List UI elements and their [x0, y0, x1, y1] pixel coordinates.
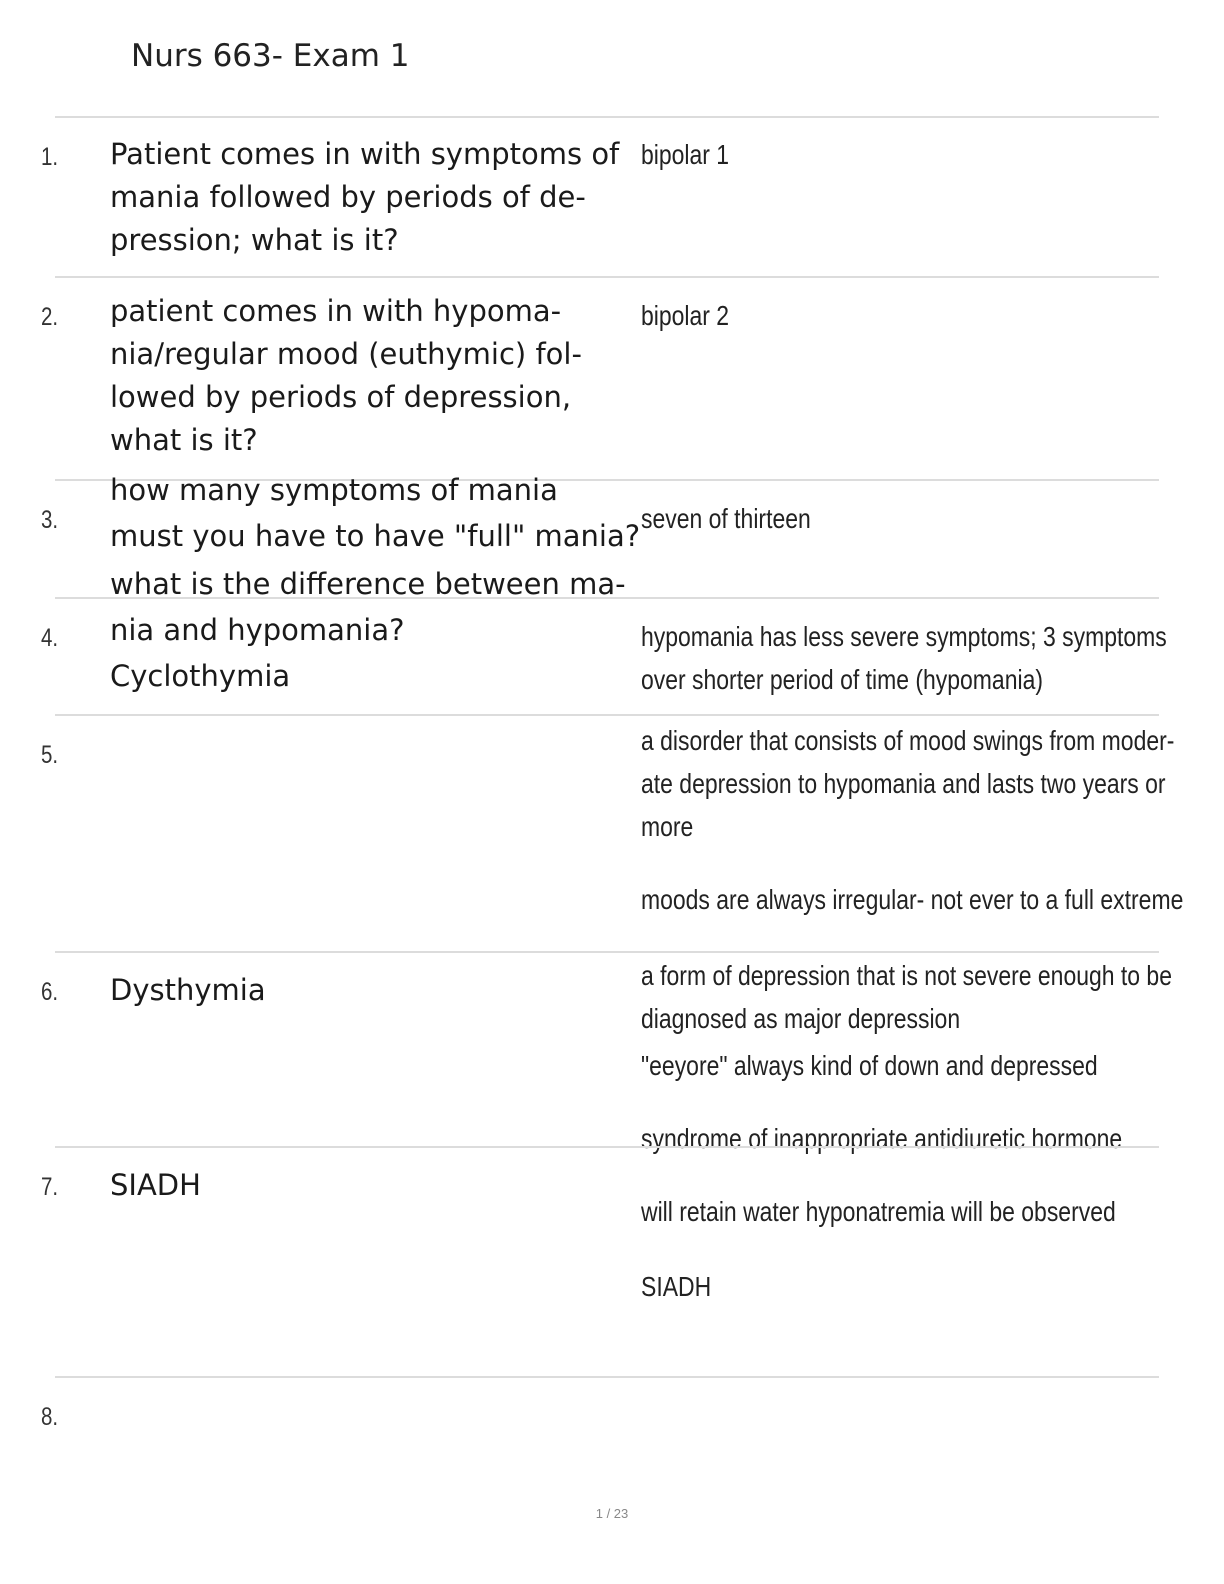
answer-line: a disorder that consists of mood swings from moder- — [641, 725, 1175, 756]
answer-line: diagnosed as major depression — [641, 1003, 961, 1034]
question-line: patient comes in with hypoma- — [110, 294, 562, 328]
page-number: 1 / 23 — [595, 1506, 629, 1521]
answer-line: bipolar 2 — [641, 300, 730, 331]
item-number: 1. — [41, 143, 59, 171]
question-line: Dysthymia — [110, 973, 266, 1007]
answer-text — [641, 954, 1174, 1087]
question-line: Patient comes in with symptoms of — [110, 137, 620, 171]
answer-line: ate depression to hypomania and lasts two years or — [641, 768, 1166, 799]
question-line: mania followed by periods of de- — [110, 180, 586, 214]
divider — [55, 1376, 1159, 1378]
answer-line: syndrome of inappropriate antidiuretic hormone — [641, 1123, 1123, 1154]
divider — [55, 116, 1159, 118]
answer-line: a form of depression that is not severe enough to be — [641, 960, 1172, 991]
item-number: 2. — [41, 303, 59, 331]
item-number: 7. — [41, 1173, 59, 1201]
question-line: lowed by periods of depression, — [110, 380, 572, 414]
divider — [55, 1146, 1159, 1148]
answer-text — [641, 294, 1174, 337]
page-title: Nurs 663- Exam 1 — [131, 38, 410, 74]
answer-line: bipolar 1 — [641, 139, 730, 170]
question-line: SIADH — [110, 1168, 201, 1202]
question-line: must you have to have "full" mania? — [110, 519, 641, 553]
item-number: 6. — [41, 978, 59, 1006]
answer-line: will retain water hyponatremia will be observed — [641, 1196, 1116, 1227]
question-line: what is the difference between ma- — [110, 567, 626, 601]
item-number: 5. — [41, 741, 59, 769]
answer-text — [641, 497, 1174, 540]
answer-line: over shorter period of time (hypomania) — [641, 664, 1043, 695]
question-line: nia and hypomania? — [110, 613, 405, 647]
answer-line: hypomania has less severe symptoms; 3 symptoms — [641, 621, 1167, 652]
question-line: pression; what is it? — [110, 223, 399, 257]
divider — [55, 714, 1159, 716]
item-number: 8. — [41, 1403, 59, 1431]
answer-text — [641, 133, 1174, 176]
question-line: how many symptoms of mania — [110, 473, 558, 507]
divider — [55, 276, 1159, 278]
question-line: Cyclothymia — [110, 659, 291, 693]
question-text — [110, 290, 650, 462]
item-number: 4. — [41, 624, 59, 652]
answer-line: "eeyore" always kind of down and depressed — [641, 1050, 1098, 1081]
question-text — [110, 969, 650, 1012]
answer-line: SIADH — [641, 1271, 712, 1302]
divider — [55, 951, 1159, 953]
answer-text — [641, 615, 1174, 701]
question-text — [110, 467, 650, 559]
answer-line: seven of thirteen — [641, 503, 811, 534]
answer-line: more — [641, 811, 694, 842]
item-number: 3. — [41, 506, 59, 534]
question-text — [110, 133, 650, 262]
answer-text — [641, 719, 1184, 921]
answer-line: moods are always irregular- not ever to a full extreme — [641, 884, 1184, 915]
question-text — [110, 1164, 650, 1207]
question-line: nia/regular mood (euthymic) fol- — [110, 337, 582, 371]
question-text — [110, 561, 650, 653]
question-text — [110, 653, 650, 699]
question-line: what is it? — [110, 423, 258, 457]
